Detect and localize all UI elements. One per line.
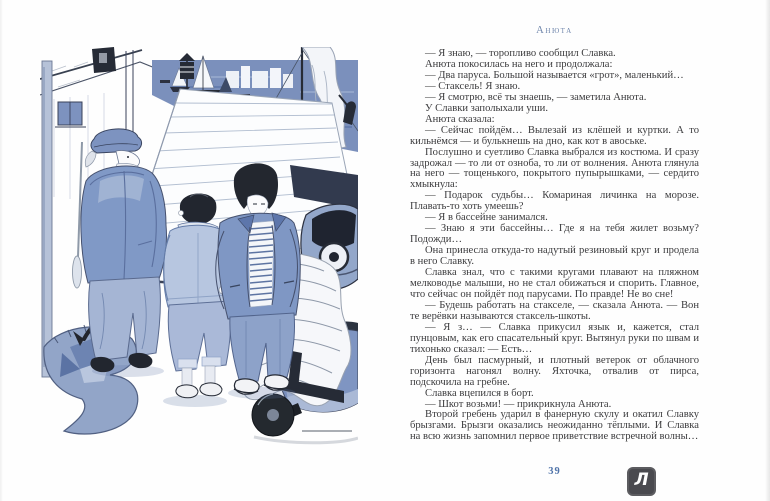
story-text [410,49,699,443]
story-paragraph: — Шкот возьми! — прикрикнула Анюта. [425,398,612,410]
chapter-running-head: Анюта [536,25,573,36]
sailor-trousers [89,277,161,361]
mast-pole [42,61,52,377]
story-paragraph: — Я знаю, — торопливо сообщил Славка. [425,48,616,59]
boy-shoe [176,385,198,398]
labirint-watermark [627,467,656,496]
story-paragraph: Анюта сказала: [425,113,495,125]
story-paragraph: Анюта покосилась на него и продолжала: [425,58,613,70]
labirint-logo-letter: Л [634,470,649,490]
story-paragraph: У Славки заполыхали уши. [425,102,548,114]
sailor-hat [91,129,142,153]
boy-shoe [200,383,222,396]
story-paragraph: — Я з… — Славка прикусил язык и, кажется, стал пунцовым, как его спасательный круг. Вытянул руки по швам и тихонько сказал: — Есть… [410,321,699,355]
story-paragraph: Она принесла откуда-то надутый резиновый круг и продела в него Славку. [410,245,699,268]
old-sailor [81,129,167,372]
page-number: 39 [548,466,561,477]
story-paragraph: День был пасмурный, и плотный ветерок от облачного горизонта нагонял волну. Яхточка, отвалив от пирса, подскочила на гребне. [410,354,699,388]
story-paragraph: — Подарок судьбы… Комариная личинка на морозе. Плавать-то хоть умеешь? [410,190,699,213]
story-paragraph: Второй гребень ударил в фанерную скулу и окатил Славку брызгами. Брызги оказались неожиданно тёплыми. И Славка на всю жизнь запомнил первое приветствие встречной волны… [410,409,699,443]
story-paragraph: Послушно и суетливо Славка выбрался из костюма. И сразу задрожал — то ли от озноба, то ли от волнения. Анюта глянула на него — тощенького, покрытого пупырышками, — сердито хмыкнула: [410,146,699,191]
story-paragraph: — Стаксель! Я знаю. [425,80,521,92]
story-paragraph: — Знаю я эти бассейны… Где я на тебя жилет возьму? Подожди… [410,223,699,246]
story-paragraph: — Я смотрю, всё ты знаешь, — заметила Анюта. [425,91,647,103]
story-paragraph: Славка вцепился в борт. [425,387,534,399]
story-paragraph: — Будешь работать на стакселе, — сказала Анюта. — Вон те верёвки называются стаксель-шкоты. [410,299,699,322]
story-paragraph: — Сейчас пойдём… Вылезай из клёшей и куртки. А то кильнёмся — и булькнешь на дно, как кот в авоське. [410,124,699,147]
boy-pants [168,301,231,371]
story-paragraph: — Два паруса. Большой называется «грот», маленький… [425,69,684,81]
story-paragraph: Славка знал, что с такими кругами плавают на пляжном мелководье малыши, но не стал обижаться и спорить. Главное, что сейчас он пойдёт под парусами. По правде! Не во сне! [410,267,699,300]
harbor-illustration [40,47,358,445]
story-paragraph: — Я в бассейне занимался. [425,212,548,224]
